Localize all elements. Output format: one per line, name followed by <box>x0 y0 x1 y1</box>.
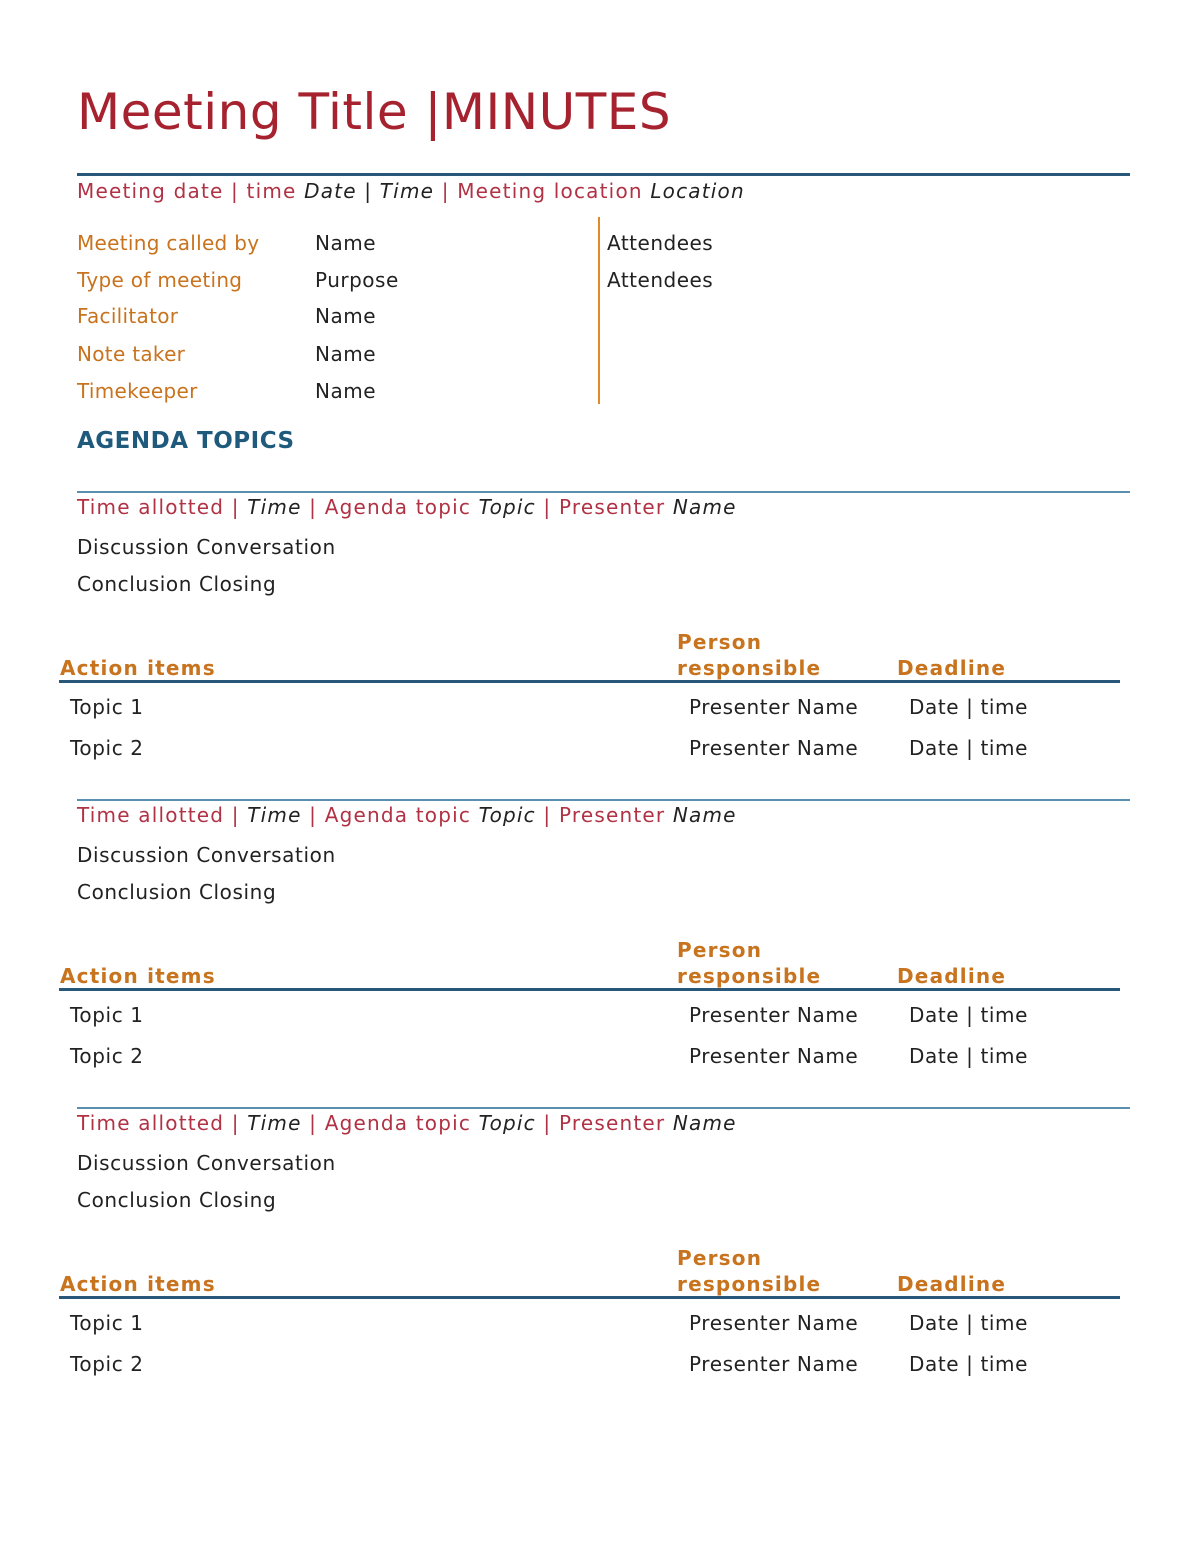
agenda-topic-value[interactable]: Topic <box>478 803 536 827</box>
discussion-text[interactable]: Discussion Conversation <box>77 843 336 867</box>
presenter-value[interactable]: Name <box>672 495 737 519</box>
note-taker-label: Note taker <box>77 342 186 366</box>
time-allotted-label: Time allotted | <box>77 1111 248 1135</box>
note-taker-value[interactable]: Name <box>315 342 377 366</box>
action-item[interactable]: Topic 2 <box>70 736 144 760</box>
topic-header-line <box>77 801 737 829</box>
agenda-topic-value[interactable]: Topic <box>478 1111 536 1135</box>
attendees-divider <box>598 217 600 404</box>
topic-header-line <box>77 1109 737 1137</box>
action-person[interactable]: Presenter Name <box>689 736 859 760</box>
action-item[interactable]: Topic 1 <box>70 1003 144 1027</box>
topic-separator: | <box>301 1111 325 1135</box>
person-responsible-header: Person <box>677 1246 763 1270</box>
conclusion-text[interactable]: Conclusion Closing <box>77 880 277 904</box>
topic-separator: | <box>301 495 325 519</box>
action-person[interactable]: Presenter Name <box>689 1003 859 1027</box>
agenda-topic-label: Agenda topic <box>324 495 479 519</box>
person-responsible-header: Person <box>677 630 763 654</box>
meeting-type-value[interactable]: Purpose <box>315 268 399 292</box>
person-responsible-header: responsible <box>677 964 822 988</box>
timekeeper-value[interactable]: Name <box>315 379 377 403</box>
time-allotted-value[interactable]: Time <box>247 495 302 519</box>
meeting-date-label: Meeting date | time <box>77 179 305 203</box>
action-deadline[interactable]: Date | time <box>909 736 1029 760</box>
action-items-header: Action items <box>60 1272 216 1296</box>
time-allotted-label: Time allotted | <box>77 803 248 827</box>
facilitator-value[interactable]: Name <box>315 304 377 328</box>
conclusion-text[interactable]: Conclusion Closing <box>77 572 277 596</box>
action-items-divider <box>59 680 1120 683</box>
action-item[interactable]: Topic 1 <box>70 695 144 719</box>
agenda-topic-label: Agenda topic <box>324 803 479 827</box>
meeting-type-label: Type of meeting <box>77 268 243 292</box>
presenter-separator: | <box>535 803 559 827</box>
presenter-separator: | <box>535 495 559 519</box>
deadline-header: Deadline <box>897 1272 1007 1296</box>
page-title: Meeting Title |MINUTES <box>77 83 672 141</box>
action-item[interactable]: Topic 2 <box>70 1044 144 1068</box>
action-item[interactable]: Topic 2 <box>70 1352 144 1376</box>
presenter-label: Presenter <box>558 495 673 519</box>
deadline-header: Deadline <box>897 964 1007 988</box>
meeting-meta-line <box>77 177 745 205</box>
action-person[interactable]: Presenter Name <box>689 695 859 719</box>
title-divider <box>77 173 1130 176</box>
time-allotted-value[interactable]: Time <box>247 1111 302 1135</box>
discussion-text[interactable]: Discussion Conversation <box>77 1151 336 1175</box>
person-responsible-header: Person <box>677 938 763 962</box>
topic-separator: | <box>301 803 325 827</box>
deadline-header: Deadline <box>897 656 1007 680</box>
attendees-item[interactable]: Attendees <box>607 268 714 292</box>
meeting-location-label: Meeting location <box>457 179 651 203</box>
facilitator-label: Facilitator <box>77 304 179 328</box>
person-responsible-header: responsible <box>677 656 822 680</box>
presenter-label: Presenter <box>558 1111 673 1135</box>
conclusion-text[interactable]: Conclusion Closing <box>77 1188 277 1212</box>
person-responsible-header: responsible <box>677 1272 822 1296</box>
presenter-label: Presenter <box>558 803 673 827</box>
action-person[interactable]: Presenter Name <box>689 1352 859 1376</box>
agenda-topic-label: Agenda topic <box>324 1111 479 1135</box>
timekeeper-label: Timekeeper <box>77 379 198 403</box>
action-items-header: Action items <box>60 964 216 988</box>
action-items-header: Action items <box>60 656 216 680</box>
meta-separator: | <box>434 179 458 203</box>
meeting-date-value[interactable]: Date <box>304 179 357 203</box>
agenda-topic-value[interactable]: Topic <box>478 495 536 519</box>
action-deadline[interactable]: Date | time <box>909 695 1029 719</box>
topic-header-line <box>77 493 737 521</box>
discussion-text[interactable]: Discussion Conversation <box>77 535 336 559</box>
action-items-divider <box>59 1296 1120 1299</box>
action-person[interactable]: Presenter Name <box>689 1311 859 1335</box>
meeting-location-value[interactable]: Location <box>650 179 745 203</box>
agenda-topics-heading: AGENDA TOPICS <box>77 428 295 454</box>
presenter-value[interactable]: Name <box>672 803 737 827</box>
meeting-time-value[interactable]: Time <box>379 179 435 203</box>
action-deadline[interactable]: Date | time <box>909 1003 1029 1027</box>
action-deadline[interactable]: Date | time <box>909 1352 1029 1376</box>
action-person[interactable]: Presenter Name <box>689 1044 859 1068</box>
time-allotted-value[interactable]: Time <box>247 803 302 827</box>
attendees-item[interactable]: Attendees <box>607 231 714 255</box>
time-allotted-label: Time allotted | <box>77 495 248 519</box>
presenter-separator: | <box>535 1111 559 1135</box>
meeting-called-by-value[interactable]: Name <box>315 231 377 255</box>
action-items-divider <box>59 988 1120 991</box>
presenter-value[interactable]: Name <box>672 1111 737 1135</box>
action-deadline[interactable]: Date | time <box>909 1311 1029 1335</box>
action-item[interactable]: Topic 1 <box>70 1311 144 1335</box>
meeting-called-by-label: Meeting called by <box>77 231 260 255</box>
meta-separator: | <box>356 179 380 203</box>
action-deadline[interactable]: Date | time <box>909 1044 1029 1068</box>
